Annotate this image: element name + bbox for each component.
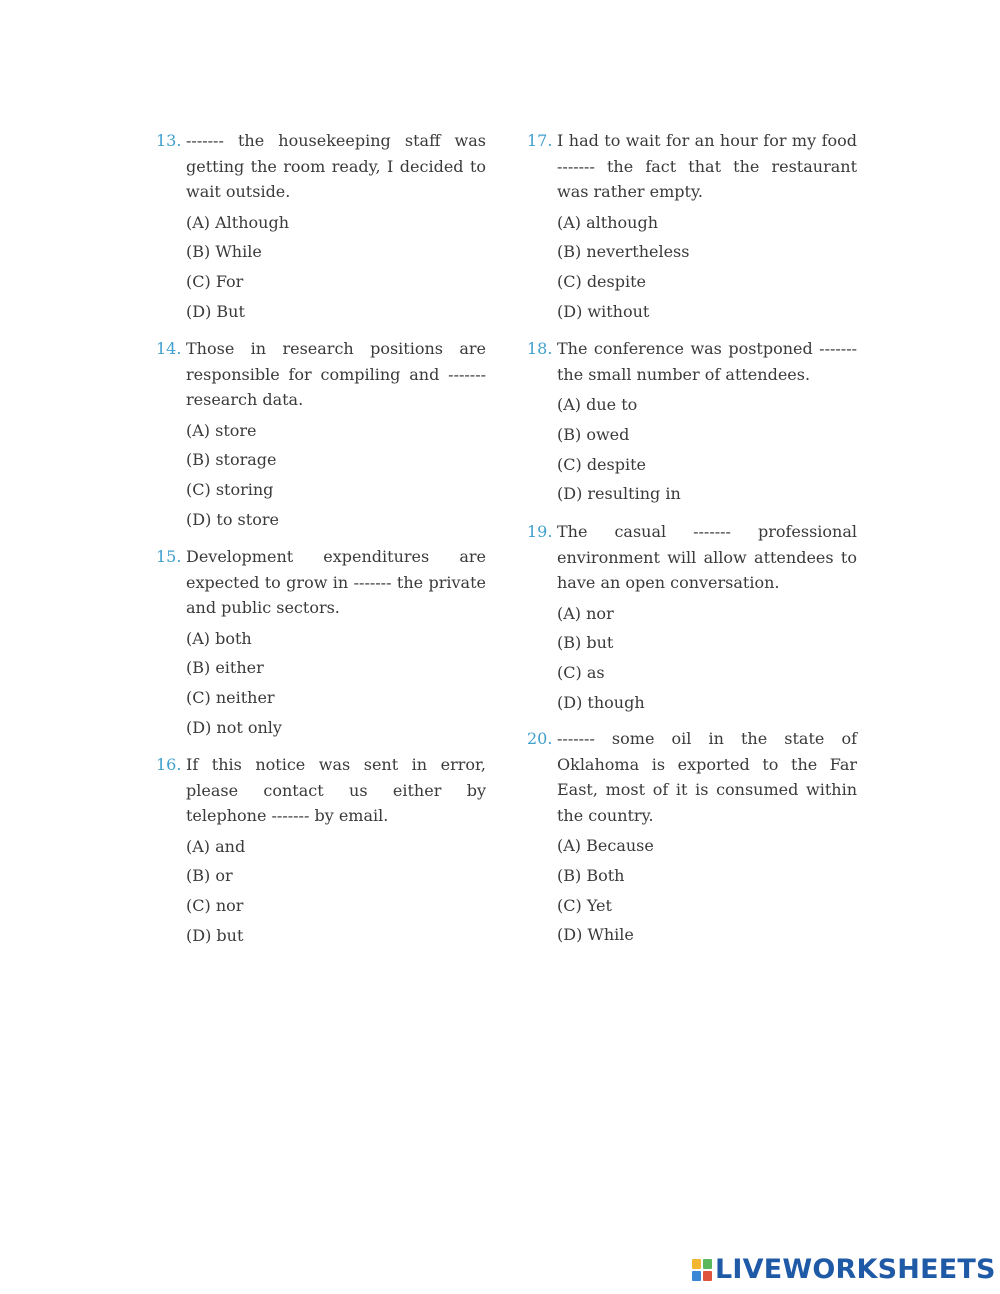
option-list	[186, 832, 486, 951]
brand-name: LIVEWORKSHEETS	[715, 1254, 996, 1285]
option-a[interactable]: (A) although	[557, 212, 658, 232]
question-stem: ------- the housekeeping staff was getting the room ready, I decided to wait outside.	[186, 131, 486, 201]
option-b[interactable]: (B) owed	[557, 424, 630, 444]
question-number: 14.	[156, 339, 182, 358]
question-number: 15.	[156, 547, 182, 566]
option-list	[557, 208, 857, 327]
option-d[interactable]: (D) But	[186, 301, 245, 321]
option-a[interactable]: (A) both	[186, 628, 252, 648]
option-a[interactable]: (A) nor	[557, 603, 614, 623]
liveworksheets-logo-icon	[692, 1259, 712, 1281]
option-c[interactable]: (C) nor	[186, 896, 244, 916]
option-c[interactable]: (C) storing	[186, 480, 274, 500]
question-stem: The conference was postponed ------- the small number of attendees.	[557, 339, 857, 384]
question-stem: If this notice was sent in error, please contact us either by telephone ------- by email.	[186, 755, 486, 825]
option-a[interactable]: (A) store	[186, 420, 257, 440]
question-14	[156, 336, 486, 535]
option-c[interactable]: (C) despite	[557, 454, 646, 474]
option-c[interactable]: (C) despite	[557, 272, 646, 292]
question-stem: The casual ------- professional environment will allow attendees to have an open conversation.	[557, 522, 857, 592]
question-16	[156, 752, 486, 951]
question-13	[156, 128, 486, 327]
option-a[interactable]: (A) Although	[186, 212, 290, 232]
option-list	[186, 624, 486, 743]
question-stem: Those in research positions are responsible for compiling and ------- research data.	[186, 339, 486, 409]
option-d[interactable]: (D) to store	[186, 509, 279, 529]
question-stem: I had to wait for an hour for my food ------- the fact that the restaurant was rather empty.	[557, 131, 857, 201]
question-17	[527, 128, 857, 327]
liveworksheets-brand[interactable]	[692, 1250, 996, 1290]
option-b[interactable]: (B) either	[186, 658, 264, 678]
option-c[interactable]: (C) Yet	[557, 895, 612, 915]
option-list	[557, 831, 857, 950]
option-b[interactable]: (B) nevertheless	[557, 242, 690, 262]
question-18	[527, 336, 857, 509]
option-d[interactable]: (D) without	[557, 301, 650, 321]
option-list	[186, 416, 486, 535]
option-b[interactable]: (B) storage	[186, 450, 277, 470]
question-15	[156, 544, 486, 743]
question-number: 20.	[527, 729, 553, 748]
option-list	[186, 208, 486, 327]
question-number: 16.	[156, 755, 182, 774]
question-19	[527, 519, 857, 718]
question-number: 13.	[156, 131, 182, 150]
option-d[interactable]: (D) but	[186, 925, 244, 945]
question-number: 17.	[527, 131, 553, 150]
option-b[interactable]: (B) but	[557, 633, 614, 653]
question-stem: Development expenditures are expected to grow in ------- the private and public sectors.	[186, 547, 486, 617]
option-d[interactable]: (D) though	[557, 692, 645, 712]
option-b[interactable]: (B) While	[186, 242, 262, 262]
option-d[interactable]: (D) While	[557, 925, 634, 945]
option-a[interactable]: (A) due to	[557, 395, 638, 414]
option-d[interactable]: (D) resulting in	[557, 484, 681, 504]
option-list	[557, 390, 857, 509]
option-c[interactable]: (C) For	[186, 272, 244, 292]
option-b[interactable]: (B) or	[186, 866, 233, 886]
option-d[interactable]: (D) not only	[186, 717, 282, 737]
option-a[interactable]: (A) Because	[557, 836, 654, 855]
option-b[interactable]: (B) Both	[557, 865, 625, 885]
question-number: 18.	[527, 339, 553, 358]
option-c[interactable]: (C) as	[557, 663, 605, 683]
question-number: 19.	[527, 522, 553, 541]
option-c[interactable]: (C) neither	[186, 688, 275, 708]
question-stem: ------- some oil in the state of Oklahoma is exported to the Far East, most of it is consumed within the country.	[557, 729, 857, 825]
question-20	[527, 726, 857, 950]
option-a[interactable]: (A) and	[186, 836, 246, 856]
option-list	[557, 599, 857, 718]
